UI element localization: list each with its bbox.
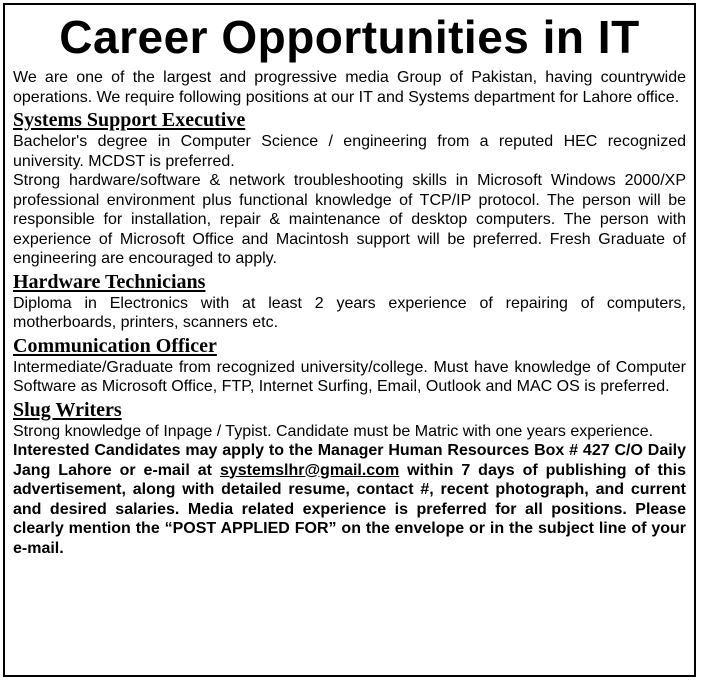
application-instructions (13, 441, 686, 558)
ad-body (5, 68, 694, 558)
requirements-paragraph: Diploma in Electronics with at least 2 years experience of repairing of computers, motherboards, printers, scanners etc. (13, 294, 686, 331)
heading-hardware-technicians: Hardware Technicians (13, 270, 206, 293)
requirements-paragraph: Intermediate/Graduate from recognized university/college. Must have knowledge of Computer Software as Microsoft Office, FTP, Internet Surfing, Email, Outlook and MAC OS is preferred. (13, 358, 686, 395)
heading-slug-writers: Slug Writers (13, 398, 122, 421)
requirements-paragraph: Bachelor's degree in Computer Science / engineering from a reputed HEC recognized university. MCDST is preferred. (13, 133, 686, 170)
requirements-paragraph: Strong knowledge of Inpage / Typist. Candidate must be Matric with one years experience. (13, 422, 654, 440)
instructions-text: within 7 days of publishing of this advertisement, along with detailed resume, contact #, recent photograph, and current and desired salaries. Media related experience is preferred for all positions. Please clearly mention the “POST APPLIED FOR” on the envelope or in the subject line of your e-mail. (13, 461, 686, 557)
job-advertisement (3, 3, 696, 677)
intro-paragraph: We are one of the largest and progressive media Group of Pakistan, having countrywide operations. We require following positions at our IT and Systems department for Lahore office. (13, 69, 686, 106)
requirements-paragraph: Strong hardware/software & network troubleshooting skills in Microsoft Windows 2000/XP professional environment plus functional knowledge of TCP/IP protocol. The person will be responsible for installation, repair & maintenance of desktop computers. The person with experience of Microsoft Office and Macintosh support will be preferred. Fresh Graduate of engineering are encouraged to apply. (13, 172, 686, 267)
instructions-text: Interested Candidates may apply to the Manager Human Resources Box # 427 C/O Daily Jang Lahore or e-mail at (13, 442, 686, 479)
email-link[interactable]: systemslhr@gmail.com (219, 461, 400, 479)
heading-systems-support-executive: Systems Support Executive (13, 109, 246, 131)
heading-communication-officer: Communication Officer (13, 334, 217, 357)
ad-title: Career Opportunities in IT (59, 10, 640, 63)
